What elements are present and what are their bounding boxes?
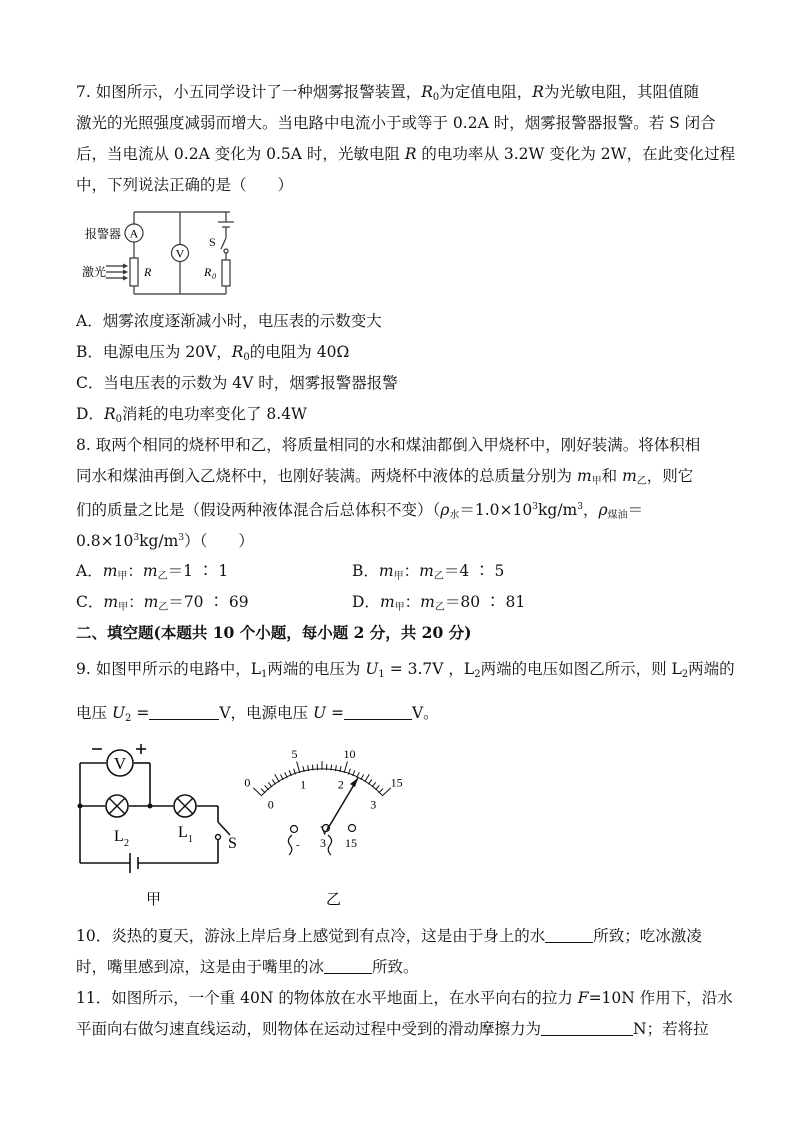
q7-option-d: D．$R_0$消耗的电功率变化了 8.4W [76, 405, 307, 425]
dial-bottom-tick-label: 2 [337, 777, 344, 792]
switch-label: S [209, 235, 216, 249]
dial-top-tick-label: 0 [244, 775, 251, 790]
terminal-15-label: 15 [345, 836, 357, 850]
dial-tick [253, 788, 262, 796]
figure-caption-yi: 乙 [326, 892, 342, 908]
q10-line-1: 10．炎热的夏天，游泳上岸后身上感觉到有点冷，这是由于身上的水 所致；吃冰激凌 [76, 927, 702, 945]
q9-line-2: 电压 $U_2 = V$，电源电压 U = V。 [76, 704, 439, 724]
l1-label: L [178, 824, 188, 841]
r-label: R [144, 265, 152, 279]
alarm-label: 报警器 [85, 227, 122, 241]
q8-line-4: $0.8\times 10^3kg/m^3$）（ ） [76, 532, 254, 550]
answer-blank-q10-2[interactable] [324, 959, 372, 974]
dial-bottom-tick-label: 0 [267, 797, 274, 812]
answer-blank-q11[interactable] [541, 1021, 633, 1036]
q8-line-2: 同水和煤油再倒入乙烧杯中，也刚好装满。两烧杯中液体的总质量分别为 $m_甲$和 $m_乙$，则它 [76, 467, 694, 487]
dial-unit-label: V [320, 823, 330, 838]
terminal-minus [291, 826, 298, 833]
q7-option-c: C．当电压表的示数为 4V 时，烟雾报警器报警 [76, 374, 398, 392]
q7-line-4: 中，下列说法正确的是（ ） [76, 176, 294, 194]
q7-option-b: B．电源电压为 20V，$R_0$的电阻为 40Ω [76, 343, 350, 363]
q8-option-c: C．$m_甲$：$m_乙=70$ ∶ 69 [76, 593, 249, 613]
dial-tick [297, 761, 300, 773]
dial-bottom-tick-label: 3 [370, 797, 377, 812]
dial-top-tick-label: 5 [291, 746, 298, 761]
laser-label: 激光 [82, 265, 107, 279]
q7-option-a: A．烟雾浓度逐渐减小时，电压表的示数变大 [76, 312, 382, 330]
q8-option-a: A．$m_甲$：$m_乙=1$ ∶ 1 [76, 562, 229, 582]
q9-circuit-jia [70, 738, 250, 910]
q11-line-2: 平面向右做匀速直线运动，则物体在运动过程中受到的滑动摩擦力为 N；若将拉 [76, 1020, 709, 1038]
q7-line-1: 7. 如图所示，小五同学设计了一种烟雾报警装置，$R_0$为定值电阻，R为光敏电阻，其阻值随 [76, 83, 699, 103]
switch-label: S [228, 835, 237, 852]
voltmeter-label: V [175, 246, 185, 261]
q8-option-d: D．$m_甲$：$m_乙=80$ ∶ 81 [352, 593, 526, 613]
answer-blank-u2[interactable] [149, 705, 219, 720]
terminal-minus-label: - [296, 839, 300, 851]
dial-scale [253, 761, 390, 796]
terminal-15 [349, 825, 356, 832]
figure-caption-jia: 甲 [146, 892, 162, 908]
q8-line-1: 8. 取两个相同的烧杯甲和乙，将质量相同的水和煤油都倒入甲烧杯中，刚好装满。将体积相 [76, 436, 701, 454]
q8-line-3: 们的质量之比是（假设两种液体混合后总体积不变）（$\rho_水=1.0\times 10^3kg/m^3$，$\rho_{煤油}=$ [76, 501, 644, 521]
dial-tick [344, 761, 347, 773]
junction-dot [78, 804, 83, 809]
q9-line-1: 9. 如图甲所示的电路中，$L_1$两端的电压为 $U_1 = 3.7V$ ，$L_2$两端的电压如图乙所示，则 $L_2$两端的 [76, 660, 735, 680]
section-title: 二、填空题(本题共 10 个小题，每小题 2 分，共 20 分) [76, 623, 472, 642]
r0-label: R [204, 265, 212, 279]
voltmeter-label: V [113, 754, 127, 773]
answer-blank-q10-1[interactable] [545, 928, 593, 943]
dial-arc [262, 769, 382, 795]
l1-sub-label: 1 [188, 834, 193, 845]
terminal-3-label: 3 [320, 836, 326, 850]
lamp-l2-icon [106, 795, 128, 817]
q7-line-3: 后，当电流从 0.2A 变化为 0.5A 时，光敏电阻 R 的电功率从 3.2W 变化为 2W，在此变化过程 [76, 145, 736, 163]
switch-pivot [216, 835, 221, 840]
dial-tick [382, 788, 391, 796]
l2-label: L [114, 828, 124, 845]
q7-line-2: 激光的光照强度减弱而增大。当电路中电流小于或等于 0.2A 时，烟雾报警器报警。若 S 闭合 [76, 114, 716, 132]
ammeter-label: A [129, 226, 139, 241]
q9-voltmeter-dial-yi [232, 734, 422, 910]
lamp-l1-icon [174, 795, 196, 817]
r0-sub-label: 0 [212, 272, 216, 281]
q10-line-2: 时，嘴里感到凉，这是由于嘴里的冰 所致。 [76, 958, 419, 976]
q11-line-1: 11．如图所示，一个重 40N 的物体放在水平地面上，在水平向右的拉力 F=10N 作用下，沿水 [76, 989, 733, 1007]
answer-blank-u[interactable] [344, 705, 412, 720]
q7-circuit-diagram [82, 208, 252, 300]
dial-bottom-tick-label: 1 [300, 777, 307, 792]
junction-dot [148, 804, 153, 809]
q8-option-b: B．$m_甲$：$m_乙=4$ ∶ 5 [352, 562, 505, 582]
dial-top-tick-label: 15 [390, 775, 403, 790]
dial-pointer-head [350, 778, 358, 787]
dial-top-tick-label: 10 [343, 746, 356, 761]
l2-sub-label: 2 [124, 838, 129, 849]
